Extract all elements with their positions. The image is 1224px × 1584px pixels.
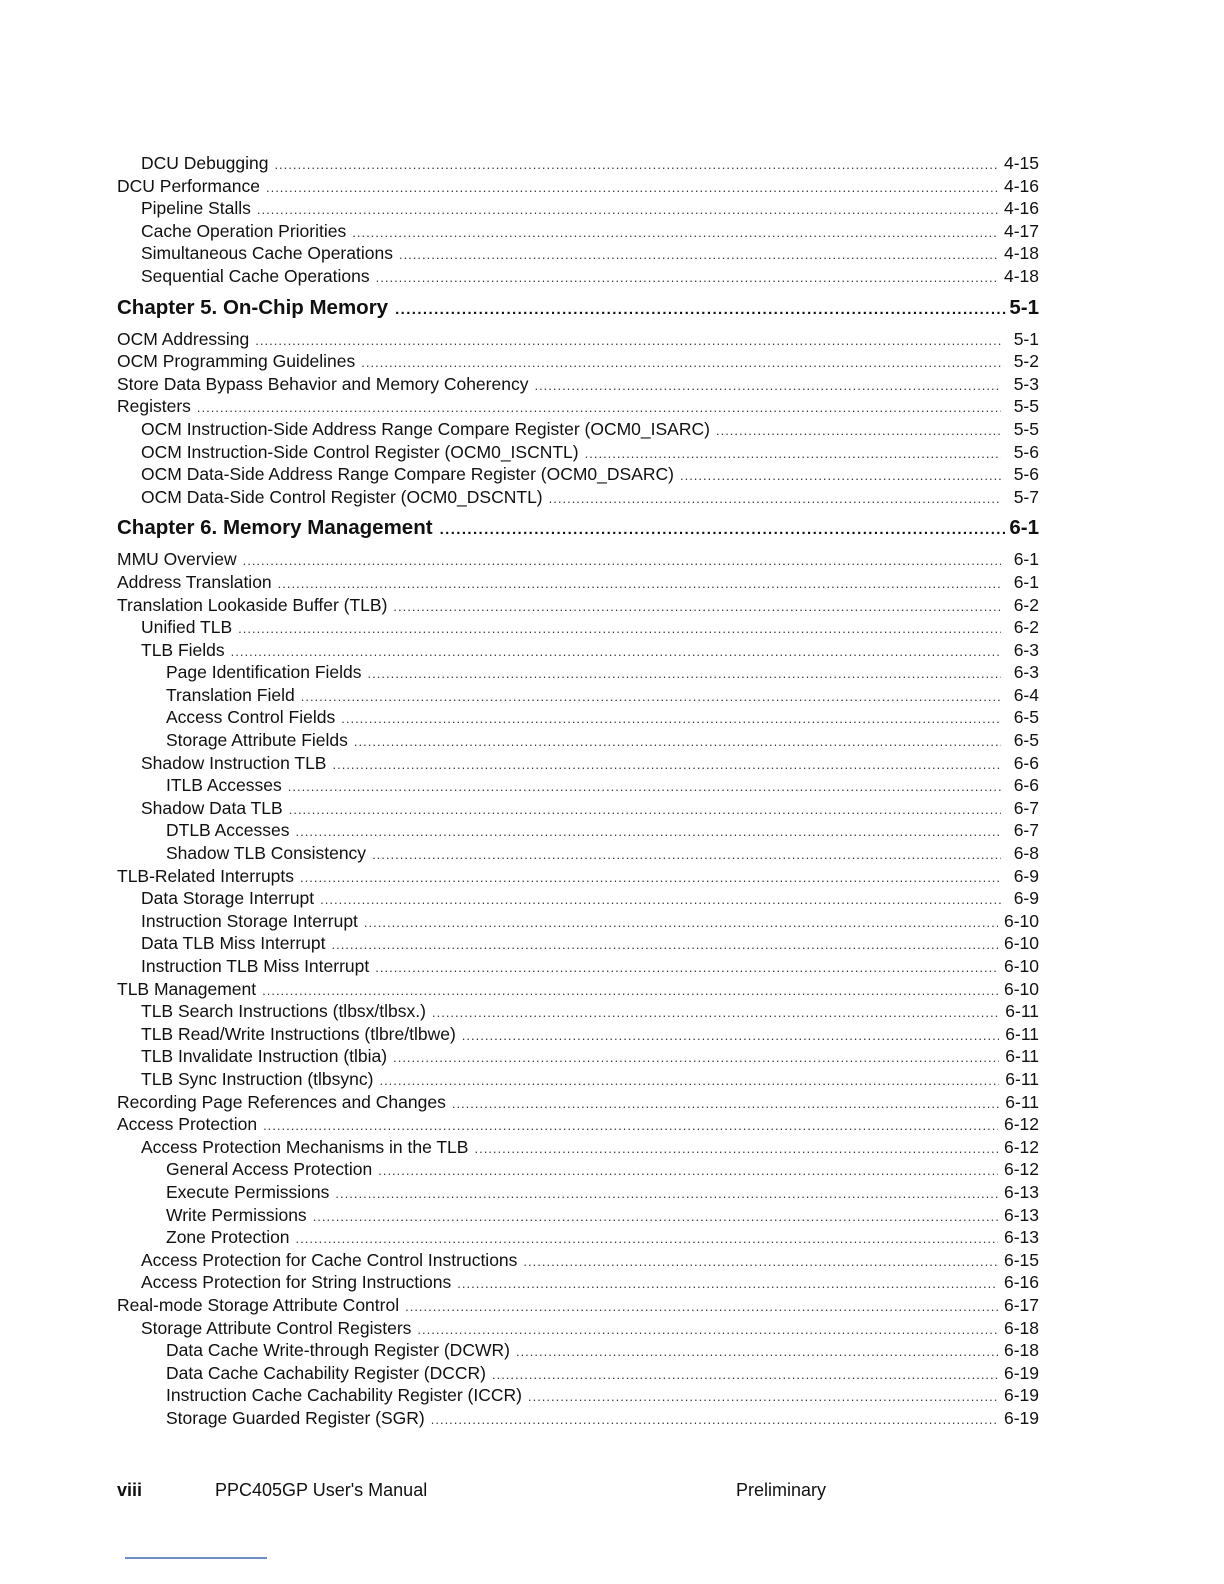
- toc-entry-title: Translation Field: [166, 684, 295, 705]
- dot-leader: [405, 1296, 998, 1319]
- dot-leader: [534, 375, 1001, 398]
- toc-entry[interactable]: [117, 463, 1039, 486]
- toc-entry[interactable]: [117, 350, 1039, 373]
- toc-entry-page: 6-1: [1013, 571, 1039, 592]
- toc-entry-page: 6-1: [1013, 549, 1039, 570]
- dot-leader: [378, 1160, 998, 1183]
- toc-entry-title: Access Protection Mechanisms in the TLB: [141, 1136, 469, 1157]
- dot-leader: [523, 1251, 998, 1274]
- dot-leader: [296, 1228, 998, 1251]
- toc-entry[interactable]: [117, 955, 1039, 978]
- toc-entry-page: 6-10: [1003, 978, 1039, 999]
- toc-entry[interactable]: [117, 486, 1039, 509]
- toc-entry[interactable]: [117, 265, 1039, 288]
- toc-entry-title: TLB Management: [117, 978, 257, 999]
- toc-entry-title: Pipeline Stalls: [141, 198, 251, 219]
- toc-chapter-heading[interactable]: [117, 290, 1039, 326]
- toc-entry-page: 6-13: [1003, 1204, 1039, 1225]
- dot-leader: [716, 420, 1001, 443]
- dot-leader: [375, 957, 998, 980]
- toc-entry-page: 4-16: [1003, 198, 1039, 219]
- toc-entry[interactable]: [117, 639, 1039, 662]
- toc-entry-title: OCM Data-Side Address Range Compare Register (OCM0_DSARC): [141, 464, 674, 485]
- dot-leader: [452, 1093, 999, 1116]
- toc-entry[interactable]: [117, 441, 1039, 464]
- toc-entry-page: 6-12: [1003, 1136, 1039, 1157]
- toc-entry-page: 6-9: [1013, 888, 1039, 909]
- toc-entry[interactable]: [117, 661, 1039, 684]
- dot-leader: [263, 1115, 998, 1138]
- toc-entry[interactable]: [117, 1407, 1039, 1430]
- toc-entry[interactable]: [117, 571, 1039, 594]
- toc-entry-page: 5-7: [1013, 486, 1039, 507]
- toc-entry[interactable]: [117, 706, 1039, 729]
- toc-entry-page: 4-18: [1003, 243, 1039, 264]
- toc-entry-page: 5-5: [1013, 396, 1039, 417]
- toc-entry[interactable]: [117, 197, 1039, 220]
- toc-entry-title: Simultaneous Cache Operations: [141, 243, 393, 264]
- toc-entry-page: 6-19: [1003, 1407, 1039, 1428]
- toc-entry-title: Data Storage Interrupt: [141, 888, 315, 909]
- toc-entry-page: 6-2: [1013, 594, 1039, 615]
- toc-entry-title: Recording Page References and Changes: [117, 1091, 446, 1112]
- toc-entry-page: 6-3: [1013, 639, 1039, 660]
- toc-entry[interactable]: [117, 684, 1039, 707]
- dot-leader: [301, 686, 1001, 709]
- toc-entry[interactable]: [117, 1204, 1039, 1227]
- toc-entry-page: 6-5: [1013, 707, 1039, 728]
- dot-leader: [288, 776, 1001, 799]
- toc-entry-page: 6-12: [1003, 1114, 1039, 1135]
- toc-entry-page: 5-6: [1013, 464, 1039, 485]
- toc-entry-page: 6-10: [1003, 910, 1039, 931]
- toc-entry[interactable]: [117, 1226, 1039, 1249]
- dot-leader: [393, 1047, 999, 1070]
- dot-leader: [393, 596, 1001, 619]
- dot-leader: [255, 330, 1001, 353]
- footer-manual-title: PPC405GP User's Manual: [215, 1480, 428, 1500]
- toc-entry-title: DTLB Accesses: [166, 820, 290, 841]
- toc-entry-page: 6-17: [1003, 1294, 1039, 1315]
- toc-entry-title: Storage Attribute Fields: [166, 730, 348, 751]
- toc-entry[interactable]: [117, 395, 1039, 418]
- toc-entry-title: TLB Sync Instruction (tlbsync): [141, 1068, 374, 1089]
- toc-entry[interactable]: [117, 1000, 1039, 1023]
- toc-entry[interactable]: [117, 1249, 1039, 1272]
- toc-entry[interactable]: [117, 175, 1039, 198]
- dot-leader: [274, 154, 998, 177]
- toc-entry-page: 6-12: [1003, 1159, 1039, 1180]
- dot-leader: [278, 573, 1001, 596]
- toc-entry-page: 6-13: [1003, 1227, 1039, 1248]
- toc-entry[interactable]: [117, 373, 1039, 396]
- toc-entry-page: 6-11: [1005, 1001, 1039, 1022]
- toc-entry-title: Access Protection for String Instructions: [141, 1272, 452, 1293]
- dot-leader: [331, 934, 998, 957]
- toc-entry-page: 6-2: [1013, 617, 1039, 638]
- toc-entry[interactable]: [117, 1339, 1039, 1362]
- dot-leader: [549, 488, 1001, 511]
- toc-entry-page: 5-1: [1013, 328, 1039, 349]
- toc-entry[interactable]: [117, 1158, 1039, 1181]
- toc-entry-title: Data TLB Miss Interrupt: [141, 933, 326, 954]
- dot-leader: [474, 1138, 998, 1161]
- toc-entry-title: Registers: [117, 396, 191, 417]
- dot-leader: [335, 1183, 998, 1206]
- dot-leader: [457, 1273, 998, 1296]
- dot-leader: [462, 1025, 999, 1048]
- toc-entry-title: Access Control Fields: [166, 707, 336, 728]
- dot-leader: [372, 844, 1001, 867]
- dot-leader: [243, 550, 1001, 573]
- toc-entry-title: General Access Protection: [166, 1159, 373, 1180]
- toc-entry-title: Cache Operation Priorities: [141, 220, 347, 241]
- footer-page-number: viii: [117, 1480, 143, 1500]
- dot-leader: [680, 465, 1001, 488]
- dot-leader: [417, 1319, 998, 1342]
- dot-leader: [440, 512, 1007, 548]
- toc-entry-page: 6-13: [1003, 1181, 1039, 1202]
- toc-entry-page: 6-7: [1013, 820, 1039, 841]
- dot-leader: [296, 821, 1001, 844]
- toc-entry-title: Translation Lookaside Buffer (TLB): [117, 594, 388, 615]
- toc-entry-page: 4-17: [1003, 220, 1039, 241]
- toc-entry[interactable]: [117, 548, 1039, 571]
- toc-entry-title: Instruction Cache Cachability Register (ICCR): [166, 1385, 522, 1406]
- dot-leader: [257, 199, 998, 222]
- dot-leader: [431, 1409, 998, 1432]
- scan-artifact-line: [125, 1557, 267, 1559]
- toc-entry-page: 5-1: [1009, 295, 1039, 319]
- dot-leader: [395, 292, 1006, 328]
- toc-entry[interactable]: [117, 729, 1039, 752]
- toc-entry[interactable]: [117, 220, 1039, 243]
- toc-entry[interactable]: [117, 328, 1039, 351]
- toc-entry-page: 5-3: [1013, 373, 1039, 394]
- toc-entry-title: Address Translation: [117, 571, 272, 592]
- toc-entry-title: Data Cache Cachability Register (DCCR): [166, 1362, 486, 1383]
- toc-entry-title: Execute Permissions: [166, 1181, 330, 1202]
- toc-entry-title: TLB-Related Interrupts: [117, 865, 295, 886]
- toc-entry-title: Sequential Cache Operations: [141, 265, 370, 286]
- dot-leader: [585, 443, 1001, 466]
- toc-entry-page: 6-15: [1003, 1249, 1039, 1270]
- toc-entry-title: Shadow TLB Consistency: [166, 843, 367, 864]
- dot-leader: [197, 397, 1001, 420]
- toc-entry-page: 6-18: [1003, 1340, 1039, 1361]
- toc-entry-title: Page Identification Fields: [166, 662, 362, 683]
- dot-leader: [432, 1002, 999, 1025]
- toc-entry-page: 6-4: [1013, 684, 1039, 705]
- dot-leader: [332, 754, 1001, 777]
- dot-leader: [238, 618, 1001, 641]
- toc-entry-page: 6-11: [1005, 1068, 1039, 1089]
- toc-entry-title: Storage Attribute Control Registers: [141, 1317, 412, 1338]
- toc-entry-page: 6-6: [1013, 752, 1039, 773]
- toc-entry-title: Store Data Bypass Behavior and Memory Coherency: [117, 373, 529, 394]
- toc-entry[interactable]: [117, 1068, 1039, 1091]
- toc-entry-page: 6-3: [1013, 662, 1039, 683]
- dot-leader: [320, 889, 1001, 912]
- toc-entry[interactable]: [117, 1294, 1039, 1317]
- toc-entry-title: TLB Fields: [141, 639, 225, 660]
- toc-entry-title: Shadow Instruction TLB: [141, 752, 327, 773]
- dot-leader: [352, 222, 998, 245]
- toc-entry-page: 6-19: [1003, 1385, 1039, 1406]
- toc-entry[interactable]: [117, 152, 1039, 175]
- toc-entry[interactable]: [117, 1023, 1039, 1046]
- toc-entry-title: Chapter 6. Memory Management: [117, 516, 433, 540]
- toc-entry[interactable]: [117, 1091, 1039, 1114]
- dot-leader: [262, 980, 998, 1003]
- dot-leader: [399, 244, 998, 267]
- toc-entry-title: Data Cache Write-through Register (DCWR): [166, 1340, 510, 1361]
- dot-leader: [300, 867, 1001, 890]
- toc-entry-title: OCM Instruction-Side Control Register (OCM0_ISCNTL): [141, 441, 579, 462]
- toc-entry[interactable]: [117, 1317, 1039, 1340]
- toc-entry-title: Storage Guarded Register (SGR): [166, 1407, 425, 1428]
- toc-entry-title: TLB Read/Write Instructions (tlbre/tlbwe): [141, 1023, 456, 1044]
- dot-leader: [231, 641, 1001, 664]
- toc-entry[interactable]: [117, 774, 1039, 797]
- toc-entry[interactable]: [117, 752, 1039, 775]
- toc-entry-page: 6-10: [1003, 956, 1039, 976]
- dot-leader: [492, 1364, 998, 1387]
- toc-entry-page: 6-11: [1005, 1023, 1039, 1044]
- dot-leader: [341, 708, 1001, 731]
- toc-entry-page: 6-19: [1003, 1362, 1039, 1383]
- toc-entry-page: 6-11: [1005, 1091, 1039, 1112]
- toc-entry-title: TLB Search Instructions (tlbsx/tlbsx.): [141, 1001, 426, 1022]
- toc-entry-page: 5-6: [1013, 441, 1039, 462]
- dot-leader: [368, 663, 1001, 686]
- dot-leader: [313, 1206, 998, 1229]
- dot-leader: [266, 177, 998, 200]
- toc-entry[interactable]: [117, 242, 1039, 265]
- toc-entry[interactable]: [117, 1384, 1039, 1407]
- toc-entry-title: OCM Addressing: [117, 328, 250, 349]
- toc-entry-title: ITLB Accesses: [166, 775, 282, 796]
- toc-entry[interactable]: [117, 594, 1039, 617]
- page-footer: [117, 1478, 1017, 1502]
- toc-entry[interactable]: [117, 1362, 1039, 1385]
- toc-entry-title: OCM Data-Side Control Register (OCM0_DSCNTL): [141, 486, 543, 507]
- toc-entry-page: 6-8: [1013, 843, 1039, 864]
- dot-leader: [516, 1341, 998, 1364]
- dot-leader: [354, 731, 1001, 754]
- toc-entry-page: 6-16: [1003, 1272, 1039, 1293]
- toc-entry-page: 6-7: [1013, 797, 1039, 818]
- toc-entry-page: 5-2: [1013, 351, 1039, 372]
- dot-leader: [376, 267, 998, 290]
- dot-leader: [289, 799, 1001, 822]
- toc-entry[interactable]: [117, 418, 1039, 441]
- toc-entry[interactable]: [117, 819, 1039, 842]
- toc-entry[interactable]: [117, 1045, 1039, 1068]
- toc-entry[interactable]: [117, 865, 1039, 888]
- toc-entry-title: Chapter 5. On-Chip Memory: [117, 295, 389, 319]
- toc-entry-page: 4-16: [1003, 175, 1039, 196]
- toc-entry-title: Unified TLB: [141, 617, 233, 638]
- toc-entry[interactable]: [117, 978, 1039, 1001]
- toc-entry-page: 4-15: [1003, 153, 1039, 173]
- dot-leader: [361, 352, 1001, 375]
- toc-entry-title: OCM Programming Guidelines: [117, 351, 356, 372]
- toc-entry-title: Access Protection: [117, 1114, 258, 1135]
- toc-entry-title: Access Protection for Cache Control Instructions: [141, 1249, 518, 1270]
- toc-entry-page: 6-10: [1003, 933, 1039, 954]
- toc-entry[interactable]: [117, 842, 1039, 865]
- toc-entry-page: 6-18: [1003, 1317, 1039, 1338]
- toc-entry-title: Zone Protection: [166, 1227, 290, 1248]
- toc-entry-title: Instruction Storage Interrupt: [141, 910, 358, 931]
- toc-entry-page: 5-5: [1013, 418, 1039, 439]
- toc-entry-title: Write Permissions: [166, 1204, 307, 1225]
- toc-entry-title: Instruction TLB Miss Interrupt: [141, 956, 370, 976]
- dot-leader: [528, 1386, 998, 1409]
- toc-entry-page: 6-11: [1005, 1046, 1039, 1067]
- toc-entry[interactable]: [117, 910, 1039, 933]
- toc-entry[interactable]: [117, 1271, 1039, 1294]
- toc-entry-title: TLB Invalidate Instruction (tlbia): [141, 1046, 388, 1067]
- toc-entry[interactable]: [117, 887, 1039, 910]
- table-of-contents: [117, 152, 1039, 1429]
- toc-entry-title: DCU Performance: [117, 175, 260, 196]
- footer-status: Preliminary: [736, 1480, 827, 1500]
- dot-leader: [364, 912, 998, 935]
- toc-entry-page: 4-18: [1003, 265, 1039, 286]
- toc-entry[interactable]: [117, 1181, 1039, 1204]
- toc-entry[interactable]: [117, 616, 1039, 639]
- toc-entry-page: 6-1: [1009, 516, 1039, 540]
- toc-entry-page: 6-5: [1013, 730, 1039, 751]
- toc-entry-title: OCM Instruction-Side Address Range Compare Register (OCM0_ISARC): [141, 418, 710, 439]
- toc-entry-title: MMU Overview: [117, 549, 237, 570]
- toc-entry[interactable]: [117, 1136, 1039, 1159]
- toc-entry-title: Real-mode Storage Attribute Control: [117, 1294, 400, 1315]
- toc-entry[interactable]: [117, 797, 1039, 820]
- dot-leader: [379, 1070, 999, 1093]
- toc-entry-page: 6-6: [1013, 775, 1039, 796]
- toc-entry[interactable]: [117, 1113, 1039, 1136]
- toc-entry-title: DCU Debugging: [141, 153, 269, 173]
- toc-entry[interactable]: [117, 932, 1039, 955]
- toc-entry-page: 6-9: [1013, 865, 1039, 886]
- toc-chapter-heading[interactable]: [117, 510, 1039, 546]
- toc-entry-title: Shadow Data TLB: [141, 797, 283, 818]
